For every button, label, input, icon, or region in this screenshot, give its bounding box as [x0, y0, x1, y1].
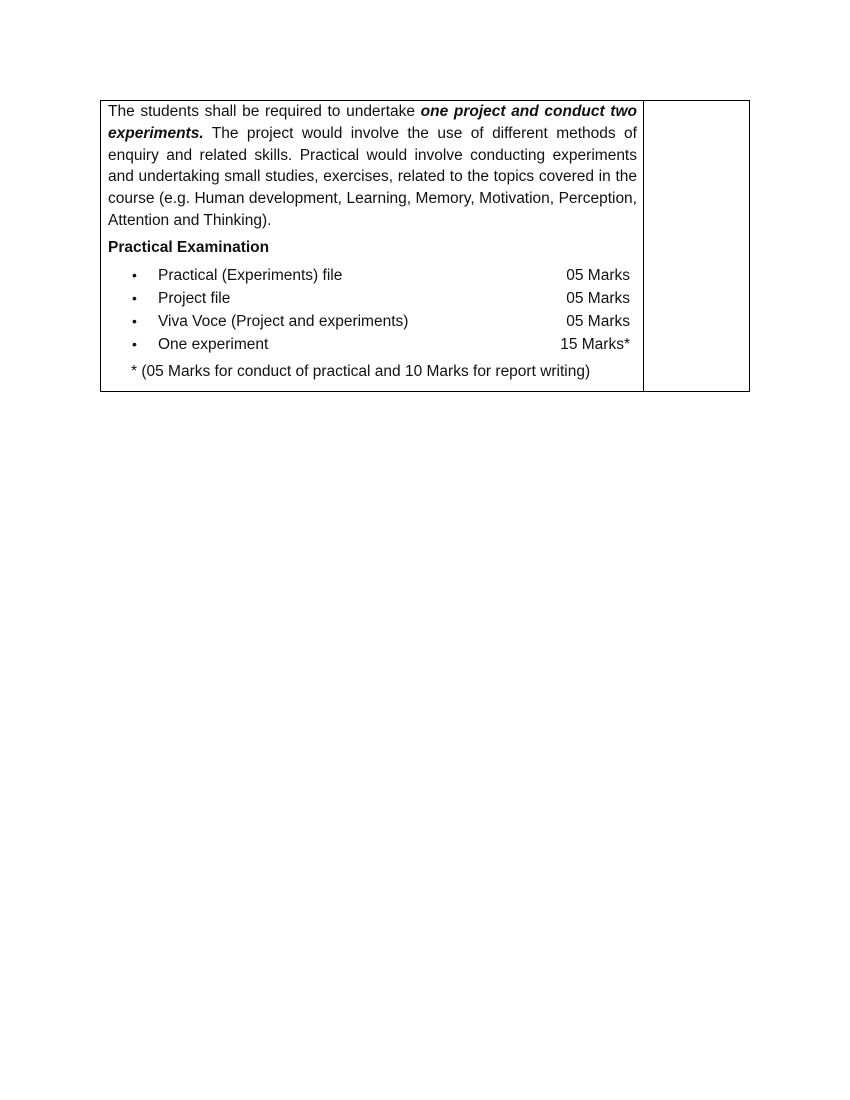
section-heading: Practical Examination: [108, 238, 270, 256]
item-label: One experiment: [158, 335, 269, 353]
item-marks: 05 Marks: [566, 266, 630, 284]
item-marks: 05 Marks: [566, 312, 630, 330]
list-item: [108, 264, 637, 287]
intro-text-start: The students shall be required to undertake: [108, 103, 421, 120]
bullet-icon: •: [132, 335, 137, 352]
item-label: Practical (Experiments) file: [158, 266, 343, 284]
list-item: [108, 333, 637, 356]
item-marks: 15 Marks*: [560, 335, 630, 353]
bullet-icon: •: [132, 266, 137, 283]
footnote: * (05 Marks for conduct of practical and 10 Marks for report writing): [131, 362, 591, 380]
practical-table: [100, 100, 750, 392]
bullet-icon: •: [132, 289, 137, 306]
bullet-icon: •: [132, 312, 137, 329]
item-label: Project file: [158, 289, 231, 307]
marks-list: [108, 264, 637, 356]
intro-text-end: The project would involve the use of different methods of enquiry and related skills. Practical would involve conducting experiments and undertaking small studies, exercises, related to the topics covered in the course (e.g. Human development, Learning, Memory, Motivation, Perception, Attention and Thinking).: [108, 124, 637, 229]
empty-side-cell: [644, 101, 749, 391]
list-item: [108, 287, 637, 310]
list-item: [108, 310, 637, 333]
intro-paragraph: [108, 101, 637, 232]
intro-emphasis: one project and conduct two experiments.: [108, 103, 637, 142]
item-marks: 05 Marks: [566, 289, 630, 307]
content-cell: [101, 101, 644, 391]
item-label: Viva Voce (Project and experiments): [158, 312, 409, 330]
